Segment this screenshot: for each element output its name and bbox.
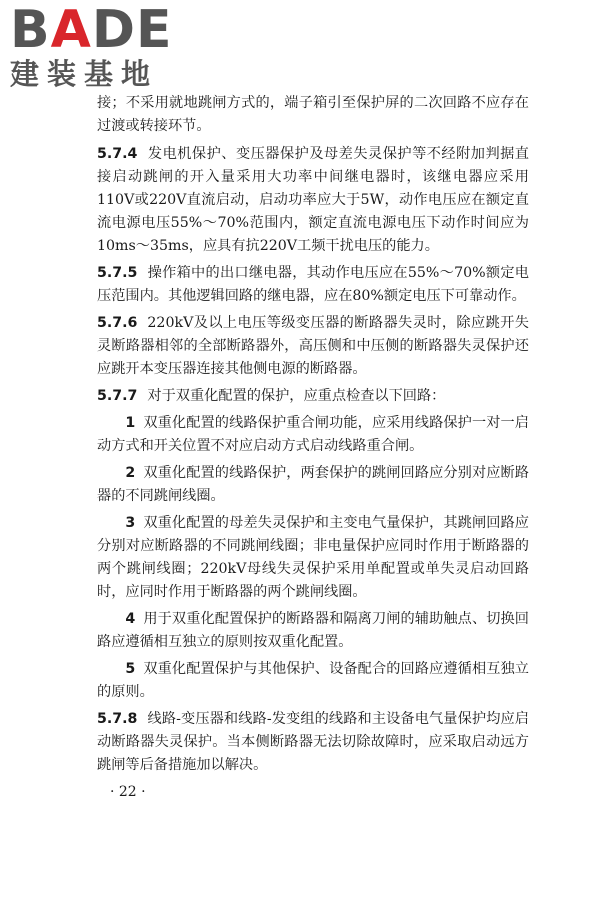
clause-5-7-8 — [97, 708, 529, 777]
item-text: 双重化配置的线路保护，两套保护的跳闸回路应分别对应断路器的不同跳闸线圈。 — [97, 465, 529, 504]
item-text: 双重化配置的线路保护重合闸功能，应采用线路保护一对一启动方式和开关位置不对应启动方式启动线路重合闸。 — [97, 415, 529, 454]
clause-5-7-5 — [97, 262, 529, 308]
item-text: 用于双重化配置保护的断路器和隔离刀闸的辅助触点、切换回路应遵循相互独立的原则按双重化配置。 — [97, 611, 529, 650]
document-body — [97, 92, 529, 781]
clause-text: 发电机保护、变压器保护及母差失灵保护等不经附加判据直接启动跳闸的开入量采用大功率中间继电器时，该继电器应采用110V或220V直流启动，启动功率应大于5W，动作电压应在额定直流电源电压55%～70%范围内，额定直流电源电压下动作时间应为10ms～35ms，应具有抗220V工频干扰电压的能力。 — [97, 146, 529, 254]
clause-number: 5.7.4 — [97, 146, 138, 162]
clause-number: 5.7.8 — [97, 711, 138, 727]
clause-5-7-4 — [97, 143, 529, 258]
item-text: 双重化配置的母差失灵保护和主变电气量保护，其跳闸回路应分别对应断路器的不同跳闸线圈；非电量保护应同时作用于断路器的两个跳闸线圈；220kV母线失灵保护采用单配置或单失灵启动回路时，应同时作用于断路器的两个跳闸线圈。 — [97, 515, 529, 600]
item-number: 3 — [125, 515, 136, 531]
list-item-3 — [97, 512, 529, 604]
item-number: 4 — [125, 611, 136, 627]
clause-number: 5.7.6 — [97, 315, 138, 331]
continuation-paragraph: 接；不采用就地跳闸方式的，端子箱引至保护屏的二次回路不应存在过渡或转接环节。 — [97, 95, 529, 134]
clause-number: 5.7.5 — [97, 265, 138, 281]
item-number: 5 — [125, 661, 136, 677]
logo-wordmark: BADE — [10, 0, 173, 60]
clause-text: 线路-变压器和线路-发变组的线路和主设备电气量保护均应启动断路器失灵保护。当本侧断路器无法切除故障时，应采取启动远方跳闸等后备措施加以解决。 — [97, 711, 529, 773]
item-text: 双重化配置保护与其他保护、设备配合的回路应遵循相互独立的原则。 — [97, 661, 529, 700]
clause-5-7-6 — [97, 312, 529, 381]
page-number: · 22 · — [110, 784, 146, 800]
clause-text: 操作箱中的出口继电器，其动作电压应在55%～70%额定电压范围内。其他逻辑回路的继电器，应在80%额定电压下可靠动作。 — [97, 265, 529, 304]
clause-5-7-7 — [97, 385, 529, 408]
clause-text: 220kV及以上电压等级变压器的断路器失灵时，除应跳开失灵断路器相邻的全部断路器外，高压侧和中压侧的断路器失灵保护还应跳开本变压器连接其他侧电源的断路器。 — [97, 315, 529, 377]
bade-logo — [10, 0, 180, 94]
item-number: 2 — [125, 465, 136, 481]
clause-text: 对于双重化配置的保护，应重点检查以下回路： — [147, 388, 446, 404]
clause-number: 5.7.7 — [97, 388, 138, 404]
list-item-5 — [97, 658, 529, 704]
logo-chinese-name: 建装基地 — [10, 57, 159, 91]
list-item-2 — [97, 462, 529, 508]
list-item-4 — [97, 608, 529, 654]
item-number: 1 — [125, 415, 136, 431]
list-item-1 — [97, 412, 529, 458]
